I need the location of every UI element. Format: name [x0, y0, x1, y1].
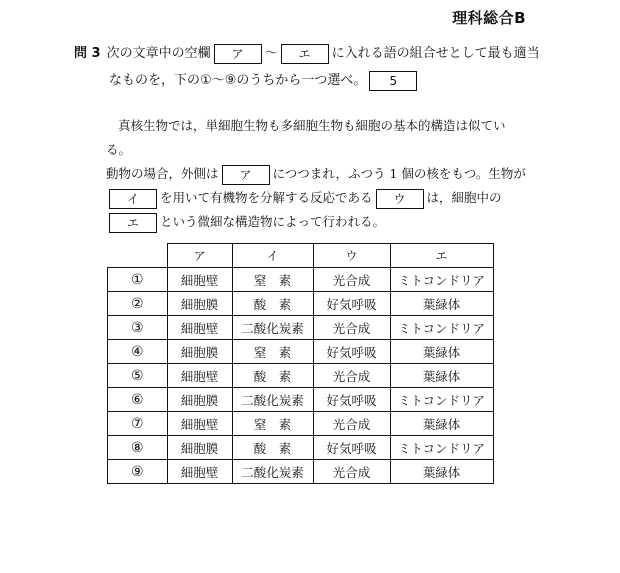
cell-e: ミトコンドリア: [390, 388, 493, 412]
cell-i: 酸 素: [232, 436, 313, 460]
cell-u: 光合成: [313, 412, 390, 436]
cell-e: ミトコンドリア: [390, 316, 493, 340]
section-title: 理科総合B: [452, 9, 526, 27]
cell-u: 好気呼吸: [313, 388, 390, 412]
choice-number: ⑧: [108, 436, 168, 460]
cell-u: 好気呼吸: [313, 292, 390, 316]
passage-line-4: [106, 210, 526, 234]
cell-u: 好気呼吸: [313, 436, 390, 460]
cell-u: 光合成: [313, 460, 390, 484]
passage-blank-e: エ: [109, 213, 157, 233]
cell-i: 二酸化炭素: [232, 460, 313, 484]
range-sep: 〜: [211, 73, 225, 88]
cell-i: 窒 素: [232, 268, 313, 292]
cell-e: 葉緑体: [390, 292, 493, 316]
cell-i: 酸 素: [232, 292, 313, 316]
passage: [106, 114, 526, 234]
passage-text: は，細胞中の: [426, 190, 502, 205]
cell-a: 細胞膜: [167, 436, 232, 460]
table-row: [108, 268, 494, 292]
header-i: イ: [232, 244, 313, 268]
table-corner: [108, 244, 168, 268]
passage-text: につつまれ，ふつう 1 個の核をもつ。生物が: [272, 166, 526, 181]
cell-i: 窒 素: [232, 412, 313, 436]
passage-blank-i: イ: [109, 189, 157, 209]
table-row: [108, 316, 494, 340]
cell-u: 好気呼吸: [313, 340, 390, 364]
passage-blank-a: ア: [222, 165, 270, 185]
question-block: [74, 40, 554, 94]
answer-choices-table: [107, 243, 494, 484]
header-e: エ: [390, 244, 493, 268]
question-line2-b: のうちから一つ選べ。: [236, 73, 367, 88]
header-u: ウ: [313, 244, 390, 268]
table-row: [108, 364, 494, 388]
cell-i: 二酸化炭素: [232, 316, 313, 340]
choice-number: ⑤: [108, 364, 168, 388]
passage-blank-u: ウ: [376, 189, 424, 209]
cell-a: 細胞壁: [167, 364, 232, 388]
table-row: [108, 292, 494, 316]
cell-e: 葉緑体: [390, 364, 493, 388]
table-row: [108, 460, 494, 484]
table-row: [108, 340, 494, 364]
question-line-1: [74, 40, 554, 67]
choice-number: ③: [108, 316, 168, 340]
choice-number: ①: [108, 268, 168, 292]
passage-text: を用いて有機物を分解する反応である: [160, 190, 373, 205]
cell-u: 光合成: [313, 316, 390, 340]
header-a: ア: [167, 244, 232, 268]
cell-a: 細胞壁: [167, 268, 232, 292]
choice-number: ⑦: [108, 412, 168, 436]
cell-i: 二酸化炭素: [232, 388, 313, 412]
passage-text: という微細な構造物によって行われる。: [160, 214, 386, 229]
table-row: [108, 412, 494, 436]
cell-a: 細胞壁: [167, 412, 232, 436]
blank-box-a: ア: [214, 44, 262, 64]
table-header-row: [108, 244, 494, 268]
cell-i: 酸 素: [232, 364, 313, 388]
passage-line-1: 真核生物では，単細胞生物も多細胞生物も細胞の基本的構造は似ている。: [106, 118, 506, 157]
passage-line-3: [106, 186, 526, 210]
choice-number: ②: [108, 292, 168, 316]
cell-a: 細胞壁: [167, 316, 232, 340]
cell-u: 光合成: [313, 268, 390, 292]
blank-box-e: エ: [281, 44, 329, 64]
range-end: ⑨: [224, 73, 237, 88]
cell-e: ミトコンドリア: [390, 268, 493, 292]
cell-e: 葉緑体: [390, 340, 493, 364]
choice-number: ⑥: [108, 388, 168, 412]
choice-number: ④: [108, 340, 168, 364]
choice-number: ⑨: [108, 460, 168, 484]
cell-a: 細胞膜: [167, 388, 232, 412]
cell-a: 細胞膜: [167, 340, 232, 364]
question-line-2: [74, 67, 554, 94]
range-start: ①: [200, 73, 212, 88]
question-number: 問 3: [74, 46, 101, 61]
answer-number-box: 5: [369, 71, 417, 91]
cell-e: 葉緑体: [390, 460, 493, 484]
cell-a: 細胞膜: [167, 292, 232, 316]
passage-text: 動物の場合，外側は: [106, 166, 219, 181]
cell-a: 細胞壁: [167, 460, 232, 484]
cell-i: 窒 素: [232, 340, 313, 364]
question-prompt-b: に入れる語の組合せとして最も適当: [331, 46, 540, 61]
cell-e: ミトコンドリア: [390, 436, 493, 460]
cell-e: 葉緑体: [390, 412, 493, 436]
tilde: 〜: [264, 46, 278, 61]
question-line2-a: なものを，下の: [109, 73, 201, 88]
table-row: [108, 436, 494, 460]
passage-line-2: [106, 162, 526, 186]
table-row: [108, 388, 494, 412]
question-prompt-a: 次の文章中の空欄: [106, 46, 211, 61]
cell-u: 光合成: [313, 364, 390, 388]
